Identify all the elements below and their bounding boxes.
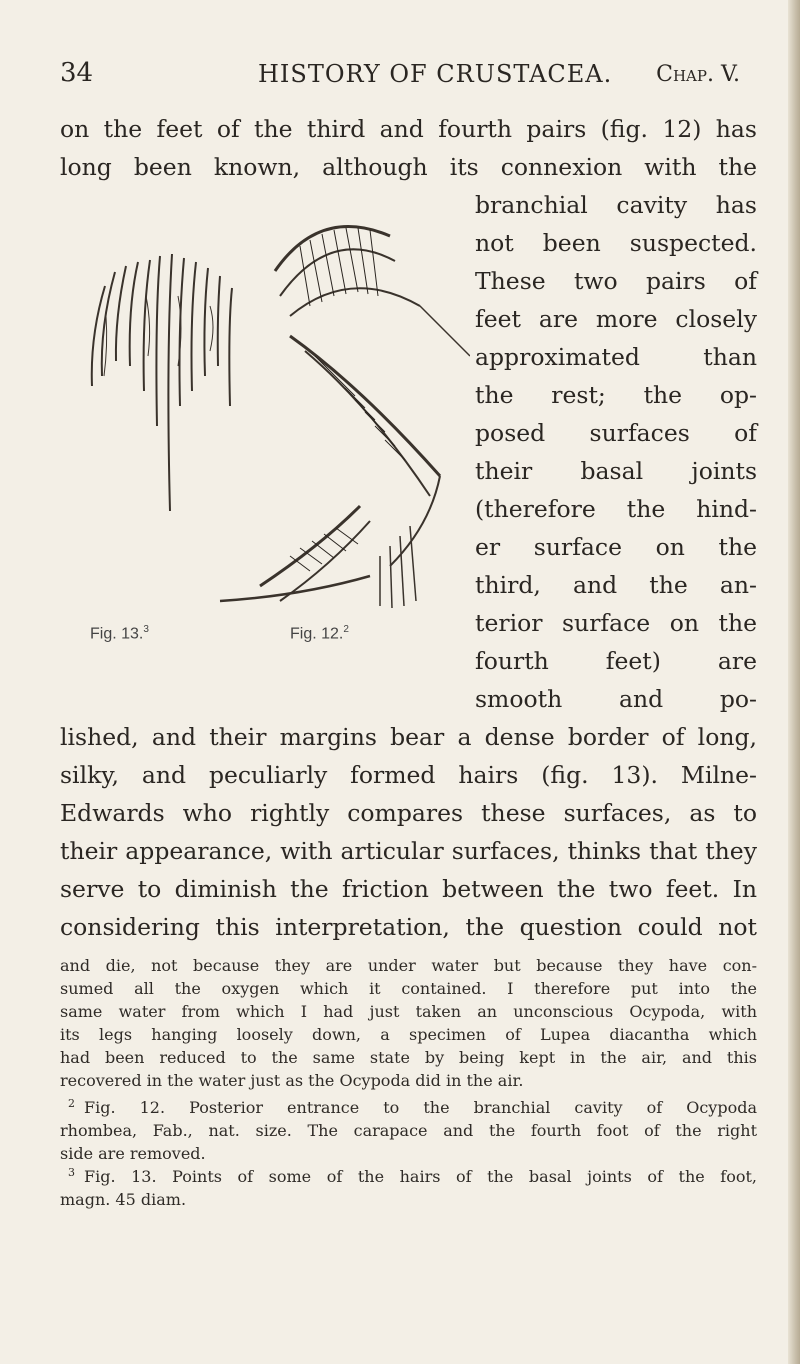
text-line: lished, and their margins bear a dense border of long,	[60, 723, 757, 751]
text-line: their basal joints	[475, 457, 757, 485]
text-line: posed surfaces of	[475, 419, 757, 447]
text-line: the rest; the op-	[475, 381, 757, 409]
text-line: third, and the an-	[475, 571, 757, 599]
text-line: not been suspected.	[475, 229, 757, 257]
footnote-line: Fig. 12. Posterior entrance to the branchial cavity of Ocypoda	[84, 1098, 757, 1117]
text-line: (therefore the hind-	[475, 495, 757, 523]
text-line: These two pairs of	[475, 267, 757, 295]
text-line: serve to diminish the friction between the two feet. In	[60, 875, 757, 903]
footnote-line: same water from which I had just taken an unconscious Ocypoda, with	[60, 1002, 757, 1021]
footnote-marker: 3	[68, 1166, 75, 1179]
page-number: 34	[60, 58, 94, 88]
footnote-line: magn. 45 diam.	[60, 1190, 187, 1209]
hair-engraving-illustration	[60, 176, 470, 656]
text-line: branchial cavity has	[475, 191, 757, 219]
text-line: terior surface on the	[475, 609, 757, 637]
footnote-line: its legs hanging loosely down, a specimen of Lupea diacantha which	[60, 1025, 757, 1044]
text-line: long been known, although its connexion with the	[60, 153, 757, 181]
running-header	[60, 52, 760, 92]
page-edge	[788, 0, 800, 1364]
footnote-line: sumed all the oxygen which it contained. I therefore put into the	[60, 979, 757, 998]
footnote-line: side are removed.	[60, 1144, 206, 1163]
fig12-caption: Fig. 12.$^2$	[290, 624, 349, 643]
footnote-line: had been reduced to the same state by being kept in the air, and this	[60, 1048, 757, 1067]
text-line: smooth and po-	[475, 685, 757, 713]
figure-illustration	[60, 176, 470, 656]
text-line: fourth feet) are	[475, 647, 757, 675]
text-line: silky, and peculiarly formed hairs (fig. 13). Milne-	[60, 761, 757, 789]
footnote-line: rhombea, Fab., nat. size. The carapace and the fourth foot of the right	[60, 1121, 757, 1140]
running-title: HISTORY OF CRUSTACEA.	[258, 60, 613, 88]
text-line: Edwards who rightly compares these surfaces, as to	[60, 799, 757, 827]
footnote-line: Fig. 13. Points of some of the hairs of the basal joints of the foot,	[84, 1167, 757, 1186]
text-line: feet are more closely	[475, 305, 757, 333]
text-line: their appearance, with articular surfaces, thinks that they	[60, 837, 757, 865]
footnote-line: and die, not because they are under water but because they have con-	[60, 956, 757, 975]
text-line: considering this interpretation, the question could not	[60, 913, 757, 941]
text-line: approximated than	[475, 343, 757, 371]
fig13-caption: Fig. 13.$^3$	[90, 624, 149, 643]
text-line: er surface on the	[475, 533, 757, 561]
footnote-line: recovered in the water just as the Ocypoda did in the air.	[60, 1071, 524, 1090]
text-line: on the feet of the third and fourth pairs (fig. 12) has	[60, 115, 757, 143]
footnote-marker: 2	[68, 1097, 75, 1110]
chapter-label: Chap. V.	[656, 62, 740, 87]
